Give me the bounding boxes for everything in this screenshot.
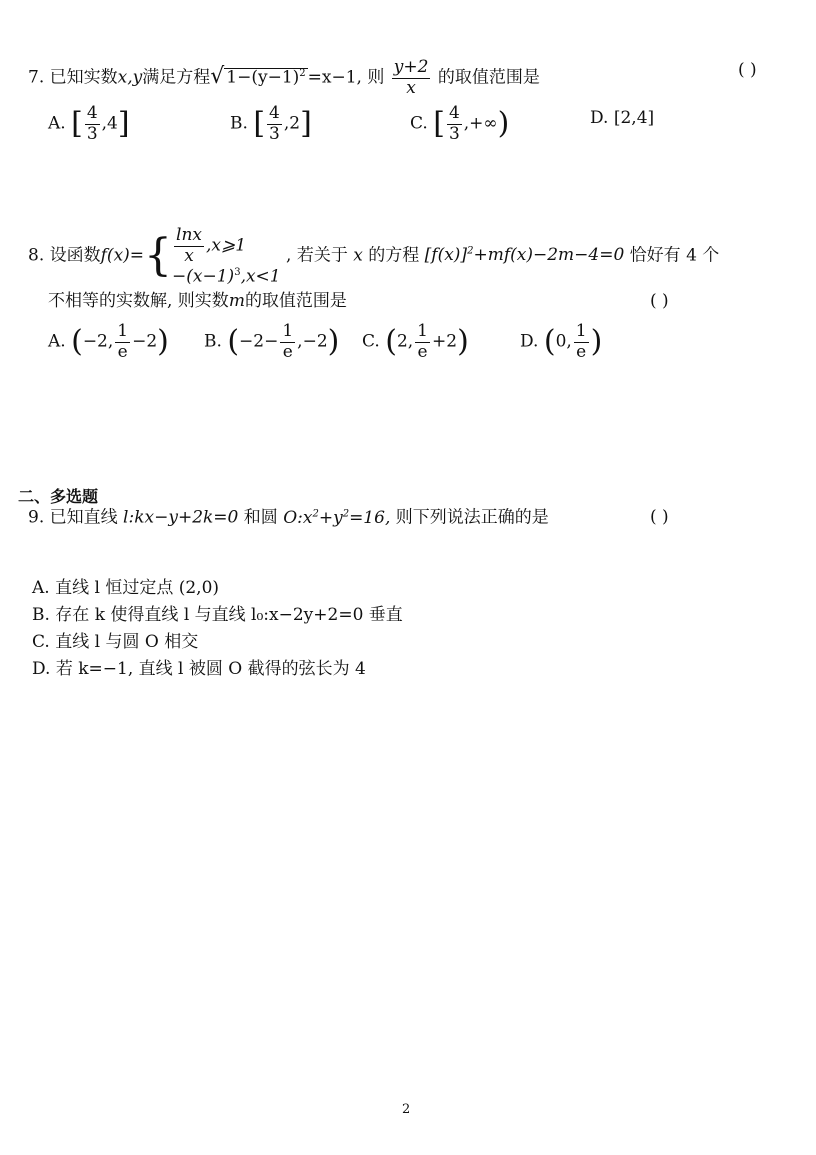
q7-option-c: C. [ $\frac{4}{3}$ ,+∞) — [410, 103, 510, 144]
page-number: 2 — [402, 1102, 411, 1117]
q9-text-b: 和圆 — [243, 507, 278, 528]
q9-text-a: 已知直线 — [49, 507, 118, 528]
q9-option-c: C. 直线 l 与圆 O 相交 — [32, 632, 199, 652]
question-8-stem — [28, 226, 719, 286]
q9-option-d: D. 若 k=−1, 直线 l 被圆 O 截得的弦长为 4 — [32, 659, 366, 679]
q7-text-a: 已知实数 — [49, 67, 118, 88]
q7-option-a: A. [ $\frac{4}{3}$ ,4] — [48, 103, 130, 144]
q8-option-d: D. (0, $\frac{1}{e}$ ) — [520, 321, 603, 362]
q7-option-b: B. [ $\frac{4}{3}$ ,2] — [230, 103, 312, 144]
q9-text-c: 则下列说法正确的是 — [395, 507, 549, 528]
q8-equation: $[f(x)]^2+mf(x)-2m-4=0$ — [424, 245, 625, 266]
q9-answer-paren: ( ) — [650, 507, 669, 527]
q8-number: 8. — [28, 245, 45, 266]
q7-text-b: 满足方程 — [142, 67, 211, 88]
q8-option-c: C. (2, $\frac{1}{e}$ +2) — [362, 321, 469, 362]
q7-fraction: $\frac{y+2}{x}$ — [393, 57, 429, 98]
q7-vars: x,y — [117, 67, 143, 88]
q8-option-b: B. (−2− $\frac{1}{e}$ ,−2) — [204, 321, 340, 362]
question-9-stem — [28, 509, 549, 527]
q8-option-a: A. (−2, $\frac{1}{e}$ −2) — [48, 321, 169, 362]
q9-number: 9. — [28, 507, 45, 528]
q9-circle-equation: $O:x^2+y^2=16$, — [283, 507, 391, 528]
question-7-stem — [28, 58, 540, 98]
q9-line-equation: l:kx−y+2k=0 — [123, 507, 239, 528]
q8-function: f(x)= — [100, 245, 145, 266]
q7-option-d: D. [2,4] — [590, 108, 655, 128]
q7-sqrt: √ $1-(y-1)^2$ — [210, 63, 306, 89]
q7-answer-paren: ( ) — [738, 60, 757, 80]
q8-line-2: 不相等的实数解, 则实数m的取值范围是 — [48, 291, 347, 311]
q8-piecewise: $\frac{\ln x}{x}$ ,x⩾1 $-(x-1)^3,x<1$ — [172, 225, 281, 287]
q8-text-a: 设函数 — [49, 245, 101, 266]
q9-option-b: B. 存在 k 使得直线 l 与直线 l₀:x−2y+2=0 垂直 — [32, 605, 403, 625]
q7-equation-rhs: =x−1, 则 — [307, 67, 385, 88]
q8-brace: { — [144, 229, 173, 281]
q8-text-d: 恰好有 4 个 — [629, 245, 720, 266]
q7-text-c: 的取值范围是 — [437, 67, 540, 88]
q8-text-b: , 若关于 — [286, 245, 348, 266]
q7-number: 7. — [28, 67, 45, 88]
q8-answer-paren: ( ) — [650, 291, 669, 311]
q8-x: x — [353, 245, 363, 266]
q9-option-a: A. 直线 l 恒过定点 (2,0) — [32, 578, 220, 598]
section-heading-multiple-choice: 二、多选题 — [18, 487, 99, 506]
q8-text-c: 的方程 — [368, 245, 420, 266]
